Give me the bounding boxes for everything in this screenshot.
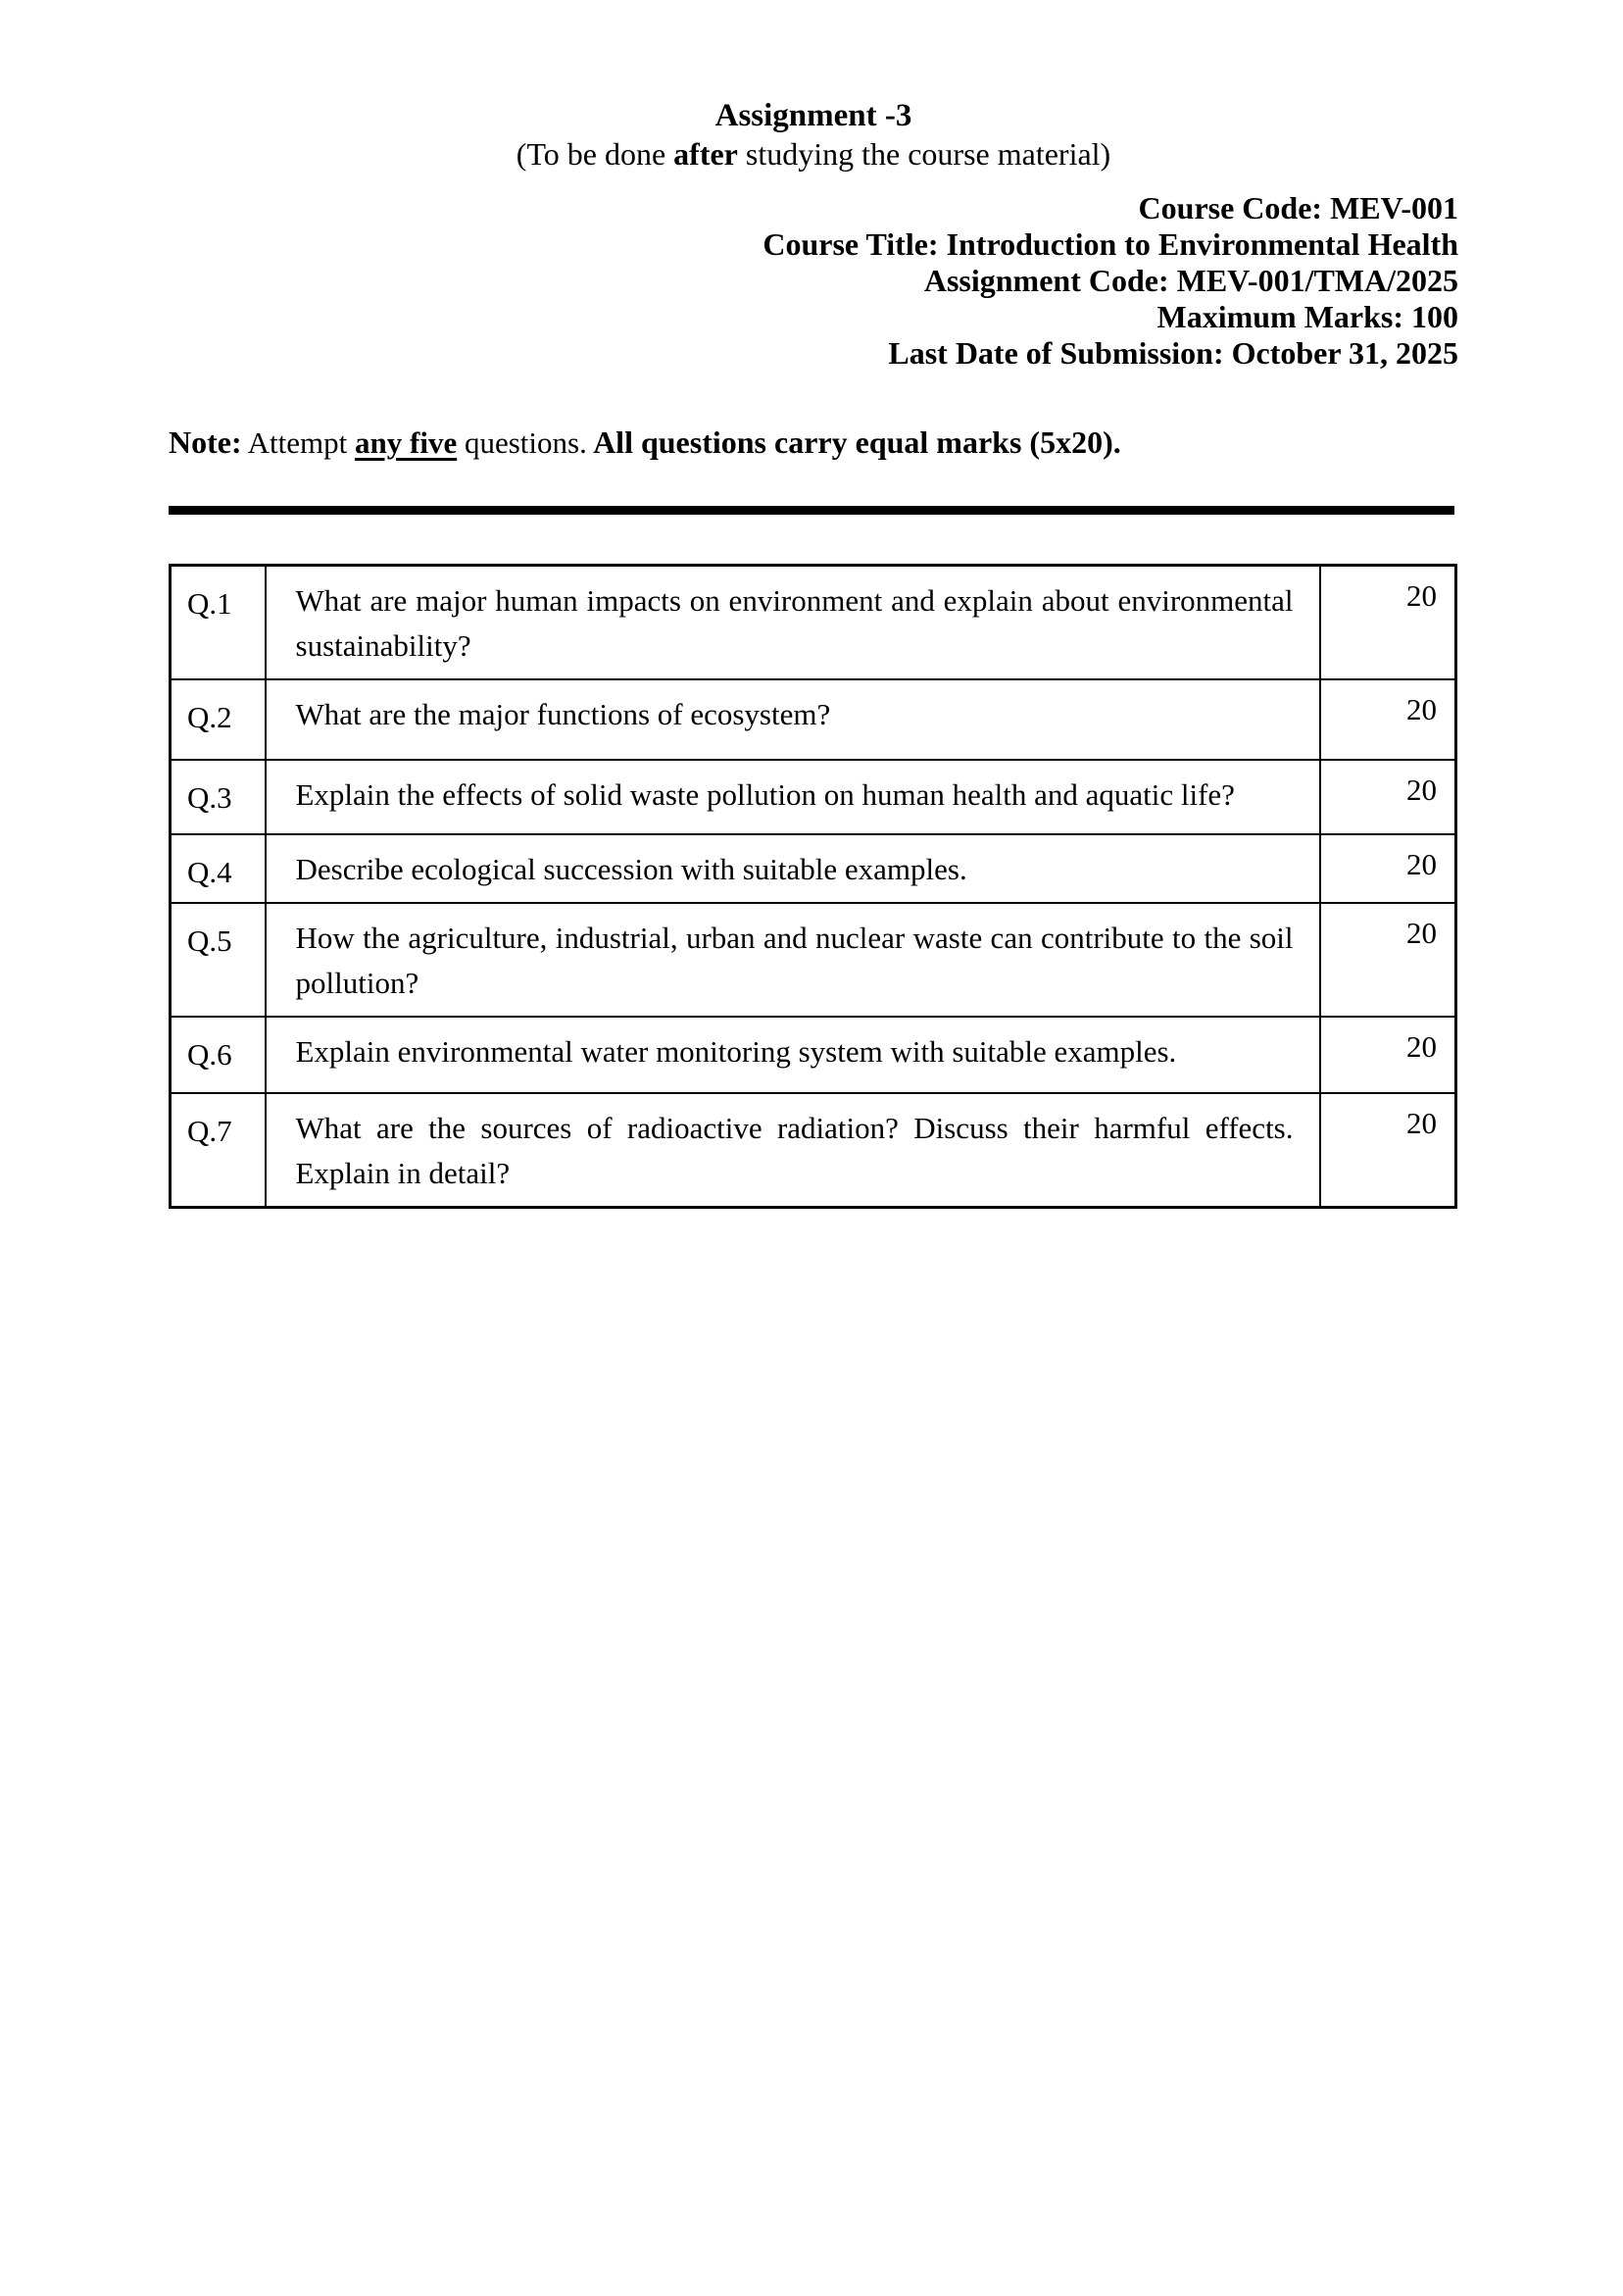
divider-rule [169, 506, 1454, 515]
question-row [171, 566, 1456, 680]
question-row [171, 903, 1456, 1017]
question-row [171, 1017, 1456, 1093]
subtitle-bold-word: after [673, 136, 738, 172]
question-number-cell: Q.3 [171, 760, 266, 834]
question-marks-cell: 20 [1320, 903, 1456, 1017]
questions-table [169, 564, 1457, 1209]
question-number-cell: Q.6 [171, 1017, 266, 1093]
page-title: Assignment -3 [714, 98, 912, 133]
question-row [171, 760, 1456, 834]
note-text-regular: Attempt [241, 425, 356, 460]
course-info-line: Assignment Code: MEV-001/TMA/2025 [923, 263, 1458, 298]
course-info-line: Course Title: Introduction to Environmental Health [762, 226, 1458, 262]
question-marks-cell: 20 [1320, 834, 1456, 903]
course-info-line: Maximum Marks: 100 [1156, 299, 1458, 334]
question-marks-cell: 20 [1320, 1093, 1456, 1208]
question-text-cell: Describe ecological succession with suitable examples. [266, 834, 1320, 903]
subtitle-suffix: studying the course material) [737, 136, 1111, 172]
note-text-bold: All questions carry equal marks (5x20). [586, 424, 1121, 460]
course-info-line: Course Code: MEV-001 [1138, 190, 1458, 225]
question-text-cell: What are the sources of radioactive radiation? Discuss their harmful effects. Explain in detail? [266, 1093, 1320, 1208]
page-subtitle [169, 135, 1458, 173]
note-label: Note: [169, 424, 242, 460]
subtitle-prefix: (To be done [516, 136, 674, 172]
question-text-cell: What are major human impacts on environment and explain about environmental sustainability? [266, 566, 1320, 680]
course-info-block [169, 190, 1458, 372]
question-text-cell: Explain the effects of solid waste pollution on human health and aquatic life? [266, 760, 1320, 834]
question-marks-cell: 20 [1320, 760, 1456, 834]
question-number-cell: Q.1 [171, 566, 266, 680]
question-row [171, 834, 1456, 903]
question-marks-cell: 20 [1320, 566, 1456, 680]
questions-table-body [171, 566, 1456, 1208]
note-text-mid: questions. [457, 425, 587, 460]
question-text-cell: What are the major functions of ecosystem? [266, 679, 1320, 760]
note-line [169, 423, 1458, 463]
course-info-line: Last Date of Submission: October 31, 2025 [888, 335, 1458, 371]
note-emphasis-underlined: any five [355, 425, 458, 460]
question-number-cell: Q.2 [171, 679, 266, 760]
question-number-cell: Q.4 [171, 834, 266, 903]
question-text-cell: Explain environmental water monitoring system with suitable examples. [266, 1017, 1320, 1093]
question-row [171, 1093, 1456, 1208]
question-number-cell: Q.7 [171, 1093, 266, 1208]
question-marks-cell: 20 [1320, 679, 1456, 760]
question-marks-cell: 20 [1320, 1017, 1456, 1093]
question-row [171, 679, 1456, 760]
question-text-cell: How the agriculture, industrial, urban and nuclear waste can contribute to the soil pollution? [266, 903, 1320, 1017]
question-number-cell: Q.5 [171, 903, 266, 1017]
